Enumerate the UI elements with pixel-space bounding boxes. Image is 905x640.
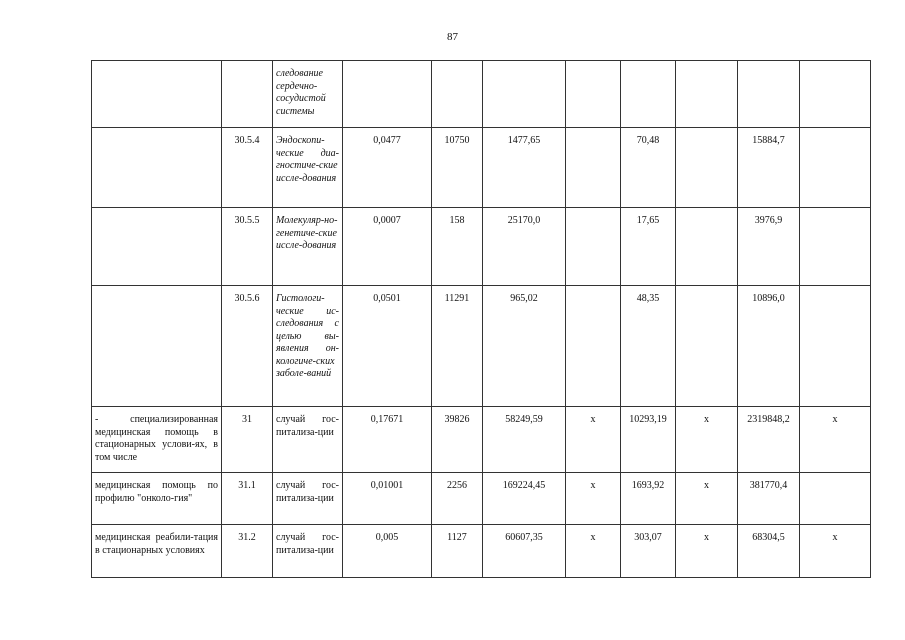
row-name: медицинская помощь по профилю "онколо-гия" (92, 473, 222, 525)
row-value-2: 1127 (432, 525, 483, 578)
row-name (92, 208, 222, 286)
row-value-3: 58249,59 (483, 407, 566, 473)
table-row (92, 208, 871, 286)
row-name: - специализированная медицинская помощь в стационарных услови-ях, в том числе (92, 407, 222, 473)
row-value-8 (800, 473, 871, 525)
row-code: 31.2 (222, 525, 273, 578)
row-code: 31 (222, 407, 273, 473)
row-value-1: 0,005 (343, 525, 432, 578)
row-name: медицинская реабили-тация в стационарных условиях (92, 525, 222, 578)
row-value-6: х (676, 473, 738, 525)
row-value-7 (738, 61, 800, 128)
table-row (92, 286, 871, 407)
row-value-7: 68304,5 (738, 525, 800, 578)
table-row (92, 525, 871, 578)
row-value-4 (566, 128, 621, 208)
row-value-2: 2256 (432, 473, 483, 525)
row-value-4 (566, 208, 621, 286)
table-row (92, 128, 871, 208)
row-value-6 (676, 208, 738, 286)
row-value-2: 158 (432, 208, 483, 286)
row-unit: Эндоскопи-ческие диа-гностиче-ские иссле-дования (273, 128, 343, 208)
row-value-2 (432, 61, 483, 128)
row-value-3: 965,02 (483, 286, 566, 407)
row-value-1: 0,01001 (343, 473, 432, 525)
row-value-7: 381770,4 (738, 473, 800, 525)
row-code: 30.5.4 (222, 128, 273, 208)
row-value-1: 0,0477 (343, 128, 432, 208)
row-value-3: 60607,35 (483, 525, 566, 578)
row-value-5: 1693,92 (621, 473, 676, 525)
row-value-1: 0,17671 (343, 407, 432, 473)
row-value-2: 39826 (432, 407, 483, 473)
row-unit: случай гос-питализа-ции (273, 473, 343, 525)
row-unit: Гистологи-ческие ис-следования с целью вы-явления он-кологиче-ских заболе-ваний (273, 286, 343, 407)
row-value-3: 1477,65 (483, 128, 566, 208)
row-unit: Молекуляр-но-генетиче-ские иссле-дования (273, 208, 343, 286)
row-value-2: 11291 (432, 286, 483, 407)
data-table (91, 60, 871, 578)
row-unit: следование сердечно-сосудистой системы (273, 61, 343, 128)
row-value-8 (800, 128, 871, 208)
row-value-4 (566, 61, 621, 128)
row-value-1: 0,0501 (343, 286, 432, 407)
row-value-3: 169224,45 (483, 473, 566, 525)
row-code: 31.1 (222, 473, 273, 525)
row-value-6 (676, 61, 738, 128)
page-number: 87 (447, 31, 458, 43)
row-value-5: 17,65 (621, 208, 676, 286)
row-value-5: 10293,19 (621, 407, 676, 473)
row-value-7: 3976,9 (738, 208, 800, 286)
row-value-1: 0,0007 (343, 208, 432, 286)
row-name (92, 286, 222, 407)
table-row (92, 61, 871, 128)
row-value-1 (343, 61, 432, 128)
row-value-4: х (566, 473, 621, 525)
row-value-4: х (566, 525, 621, 578)
row-value-3: 25170,0 (483, 208, 566, 286)
row-value-4: х (566, 407, 621, 473)
row-value-4 (566, 286, 621, 407)
table-row (92, 473, 871, 525)
row-value-5: 70,48 (621, 128, 676, 208)
row-value-6 (676, 286, 738, 407)
table-row (92, 407, 871, 473)
row-value-7: 15884,7 (738, 128, 800, 208)
row-value-8 (800, 61, 871, 128)
row-value-7: 2319848,2 (738, 407, 800, 473)
row-name (92, 128, 222, 208)
row-value-6 (676, 128, 738, 208)
row-value-6: х (676, 525, 738, 578)
row-value-7: 10896,0 (738, 286, 800, 407)
row-value-8: х (800, 525, 871, 578)
row-value-2: 10750 (432, 128, 483, 208)
row-value-6: х (676, 407, 738, 473)
row-value-8: х (800, 407, 871, 473)
row-code: 30.5.5 (222, 208, 273, 286)
row-unit: случай гос-питализа-ции (273, 407, 343, 473)
row-code (222, 61, 273, 128)
row-name (92, 61, 222, 128)
row-value-3 (483, 61, 566, 128)
row-value-5 (621, 61, 676, 128)
row-value-8 (800, 208, 871, 286)
row-value-8 (800, 286, 871, 407)
row-code: 30.5.6 (222, 286, 273, 407)
row-value-5: 303,07 (621, 525, 676, 578)
row-unit: случай гос-питализа-ции (273, 525, 343, 578)
row-value-5: 48,35 (621, 286, 676, 407)
